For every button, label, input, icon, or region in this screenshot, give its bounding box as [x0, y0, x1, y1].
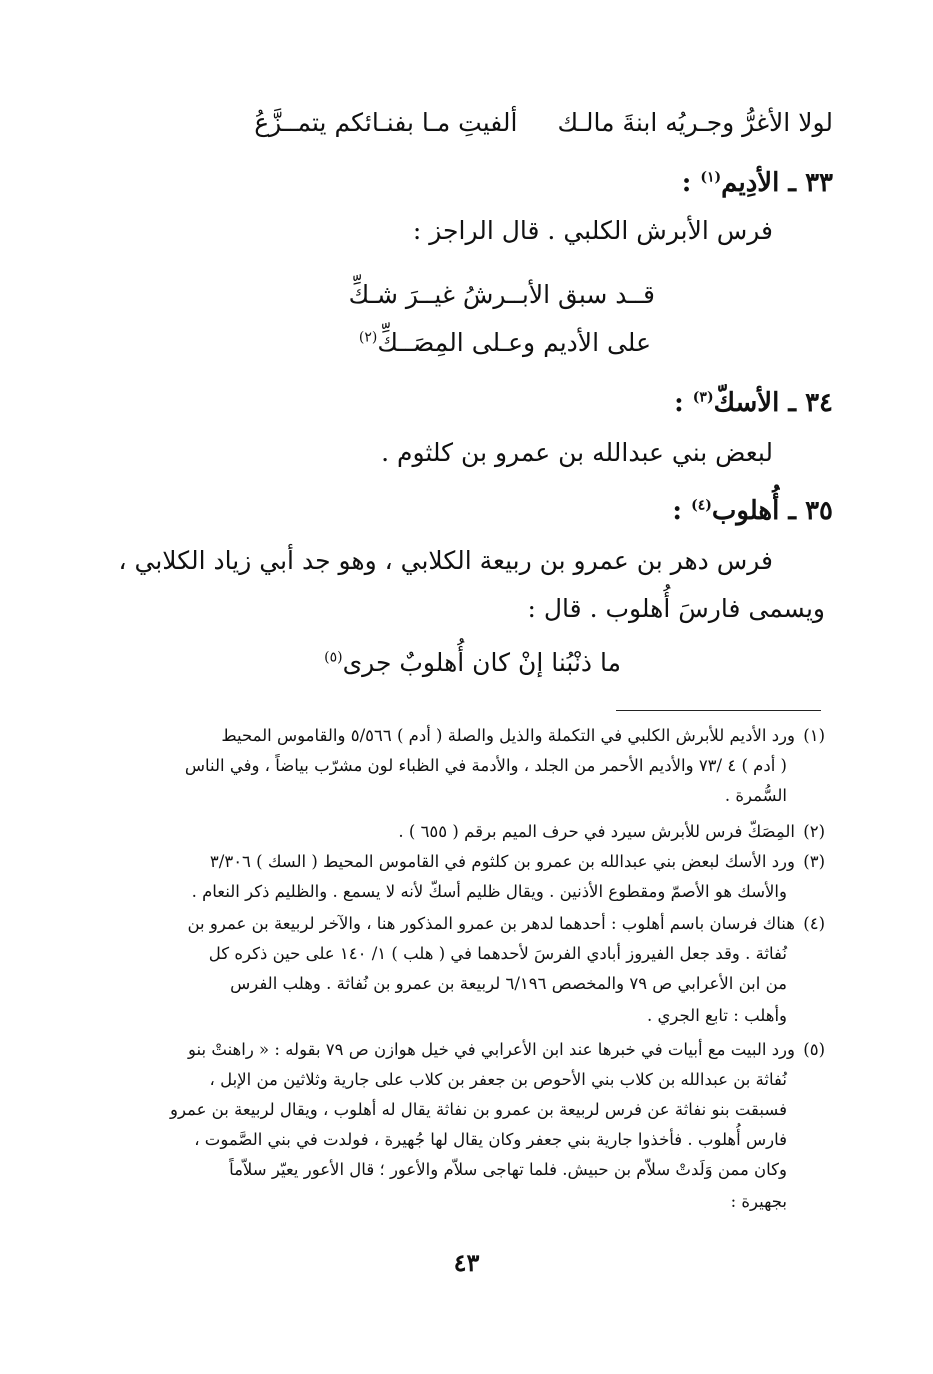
footnote-ref: (١) — [700, 169, 722, 186]
footnote-separator — [616, 710, 821, 711]
entry-colon: : — [681, 168, 692, 198]
entry-name: الأدِيم — [721, 168, 780, 198]
footnote-3: (٣)ورد الأسك لبعض بني عبدالله بن عمرو بن كلثوم في القاموس المحيط ( السك ) ٣/٣٠٦ — [209, 852, 825, 871]
footnote-line: وكان ممن وَلَدتْ سلاّم بن حبيش. فلما تهاجى سلاّم والأعور ؛ قال الأعور يعيّر سلاّماً — [229, 1160, 787, 1179]
footnote-4: (٤)هناك فرسان باسم أهلوب : أحدهما لدهر بن عمرو المذكور هنا ، والآخر لربيعة بن عمرو بن — [187, 914, 825, 933]
footnote-1: (١)ورد الأديم للأبرش الكلبي في التكملة والذيل والصلة ( أدم ) ٥/٥٦٦ والقاموس المحيط — [221, 726, 825, 745]
entry-text: فرس الأبرش الكلبي . قال الراجز : — [412, 216, 773, 245]
footnote-line: والأسك هو الأصمّ ومقطوع الأذنين . ويقال ظليم أسكّ لأنه لا يسمع . والظليم ذكر النعام . — [191, 882, 787, 901]
footnote-number: (٣) — [803, 852, 825, 871]
entry-number: ٣٣ ـ — [788, 168, 833, 198]
entry-heading-35 — [672, 496, 833, 526]
footnote-line: نُفاثة . وقد جعل الفيروز أبادي الفرسَ لأحدهما في ( هلب ) ١/ ١٤٠ على حين ذكره كل — [208, 944, 787, 963]
entry-text: فرس دهر بن عمرو بن ربيعة الكلابي ، وهو جد أبي زياد الكلابي ، — [118, 546, 773, 575]
entry-text: ويسمى فارسَ أُهلوب . قال : — [527, 594, 825, 623]
page-number: ٤٣ — [453, 1248, 480, 1277]
verse-line: قــد سبق الأبــرشُ غيــرَ شـكِّ — [348, 280, 655, 309]
entry-colon: : — [674, 388, 684, 418]
footnote-line: نُفاثة بن عبدالله بن كلاب بني الأحوص بن جعفر بن كلاب على جارية وثلاثين من الإبل ، — [209, 1070, 787, 1089]
footnote-line: وأهلب : تابع الجري . — [647, 1006, 787, 1025]
footnote-ref: (٢) — [358, 329, 378, 346]
footnote-line: من ابن الأعرابي ص ٧٩ والمخصص ٦/١٩٦ لربيعة بن عمرو بن نُفاثة . وهلب الفرس — [230, 974, 787, 993]
footnote-line: بجهيرة : — [730, 1192, 787, 1211]
entry-name: الأسكّ — [713, 388, 780, 418]
footnote-line: فارس أُهلوب . فأخذوا جارية بني جعفر وكان يقال لها جُهيرة ، فولدت في بني الصَّموت ، — [194, 1130, 787, 1149]
verse-line: ما ذنْبُنا إنْ كان أُهلوبٌ جرى$^{(٥)}$ — [324, 648, 621, 677]
footnote-number: (٤) — [803, 914, 825, 933]
entry-colon: : — [672, 496, 683, 526]
entry-number: ٣٥ ـ — [788, 496, 833, 526]
entry-heading-34 — [674, 388, 833, 418]
footnote-5: (٥)ورد البيت مع أبيات في خبرها عند ابن الأعرابي في خيل هوازن ص ٧٩ بقوله : « راهنتْ بنو — [188, 1040, 825, 1059]
verse-hemistich-left: ألفيتِ مـا بفنـائكم يتمــزَّعُ — [254, 108, 518, 137]
footnote-number: (١) — [803, 726, 825, 745]
footnote-2: (٢)المِصَكّ فرس للأبرش سيرد في حرف الميم برقم ( ٦٥٥ ) . — [398, 822, 825, 841]
footnote-ref: (٣) — [692, 389, 714, 406]
entry-number: ٣٤ ـ — [788, 388, 833, 418]
verse-hemistich-right: لولا الأغرُّ وجـريُه ابنةَ مالـك — [557, 108, 833, 137]
verse-line: على الأديم وعـلى المِصَــكِّ$^{(٢)}$ — [358, 328, 651, 357]
footnote-line: فسبقت بنو نفاثة عن فرس لربيعة بن عمرو بن نفاثة يقال له أهلوب ، ويقال لربيعة بن عمرو — [169, 1100, 787, 1119]
footnote-line: السُّمرة . — [724, 786, 787, 805]
footnote-number: (٥) — [803, 1040, 825, 1059]
footnote-number: (٢) — [803, 822, 825, 841]
entry-text: لبعض بني عبدالله بن عمرو بن كلثوم . — [381, 438, 773, 467]
footnote-ref: (٥) — [324, 649, 343, 666]
entry-heading-33 — [682, 168, 833, 198]
entry-name: أُهلوب — [711, 496, 780, 526]
footnote-line: ( أدم ) ٤ /٧٣ والأديم الأحمر من الجلد ، والأدمة في الظباء لون مشرّب بياضاً ، وفي الناس — [184, 756, 787, 775]
footnote-ref: (٤) — [691, 497, 712, 514]
verse-line — [254, 108, 833, 137]
